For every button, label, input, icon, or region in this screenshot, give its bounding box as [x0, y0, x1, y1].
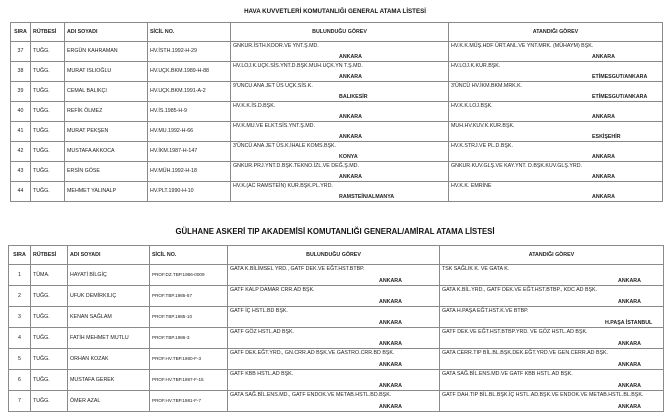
- cell-adi-soyadi: ERGÜN KAHRAMAN: [65, 42, 148, 62]
- cell-rutbe: TUĞG.: [31, 102, 65, 122]
- gorev-text: HV.K.K.LOJ.BŞK.: [451, 103, 493, 109]
- gorev-text: 3'ÜNCÜ HV.İKM.BKM.MRK.K.: [451, 83, 523, 89]
- gorev-text: GATA K.BİLİMSEL YRD., GATF DEK.VE EĞT.HST.BTBP.: [230, 266, 365, 272]
- cell-adi-soyadi: MUSTAFA GEREK: [68, 370, 150, 391]
- gorev-location: ANKARA: [592, 173, 615, 180]
- gorev-location: ETİMESGUT/ANKARA: [592, 93, 648, 100]
- cell-sira: 41: [11, 122, 31, 142]
- cell-rutbe: TUĞG.: [31, 391, 68, 412]
- cell-sicil-no: HV.İKM.1987-H-147: [148, 142, 231, 162]
- cell-rutbe: TUĞG.: [31, 42, 65, 62]
- gorev-text: MUH.HV.KUV.K.KUR.BŞK.: [451, 123, 515, 129]
- cell-adi-soyadi: HAYATİ BİLGİÇ: [68, 265, 150, 286]
- cell-sira: 4: [9, 328, 31, 349]
- cell-atandigi-gorev: [449, 102, 663, 122]
- gorev-text: HV.LOJ.K.UÇK.SİS.YNT.D.BŞK.MUH.UÇK.YN T.Ş.MD.: [233, 63, 363, 69]
- table-header-row: [11, 23, 663, 42]
- gorev-text: GATA K.BİL.YRD., GATF DEK.VE EĞT.HST.BTBP., KDC AD BŞK.: [442, 287, 598, 293]
- gorev-location: ANKARA: [592, 53, 615, 60]
- cell-bulundugu-gorev: [231, 142, 449, 162]
- header-adi-soyadi: ADI SOYADI: [65, 23, 148, 42]
- gorev-location: ANKARA: [618, 361, 641, 368]
- cell-rutbe: TUĞG.: [31, 82, 65, 102]
- gorev-location: ANKARA: [339, 133, 362, 140]
- gorev-location: ESKİŞEHİR: [592, 133, 621, 140]
- cell-atandigi-gorev: [440, 286, 664, 307]
- cell-sicil-no: HV.UÇK.BKM.1991-A-2: [148, 82, 231, 102]
- gorev-text: 3'ÜNCÜ ANA JET ÜS.K.İHALE KOMS.BŞK.: [233, 143, 337, 149]
- cell-rutbe: TUĞG.: [31, 62, 65, 82]
- cell-rutbe: TUĞG.: [31, 142, 65, 162]
- cell-sira: 44: [11, 182, 31, 202]
- gorev-location: ANKARA: [618, 403, 641, 410]
- cell-sira: 38: [11, 62, 31, 82]
- table-header-row: [9, 246, 664, 265]
- gorev-location: ANKARA: [339, 53, 362, 60]
- gorev-text: GATF GÖZ HSTL.AD BŞK.: [230, 329, 295, 335]
- gorev-location: KONYA: [339, 153, 358, 160]
- cell-sira: 37: [11, 42, 31, 62]
- gorev-location: ANKARA: [379, 319, 402, 326]
- gorev-location: ANKARA: [592, 113, 615, 120]
- gorev-text: HV.K.K. EMRİNE: [451, 183, 492, 189]
- header-atandigi-gorev: ATANDIĞI GÖREV: [440, 246, 664, 265]
- cell-sicil-no: PROF.TBP.1985-10: [150, 307, 228, 328]
- gorev-text: HV.LOJ.K.KUR.BŞK.: [451, 63, 501, 69]
- header-rutbe: RÜTBESİ: [31, 23, 65, 42]
- cell-rutbe: TUĞG.: [31, 182, 65, 202]
- gorev-text: GATF KBB HSTL.AD BŞK.: [230, 371, 294, 377]
- cell-sicil-no: PROF.HV.TBP.1980-F-3: [150, 349, 228, 370]
- gorev-text: 9'UNCU ANA JET ÜS UÇK.SİS.K.: [233, 83, 313, 89]
- table-row: [9, 349, 664, 370]
- table2-title: GÜLHANE ASKERİ TIP AKADEMİSİ KOMUTANLIĞI GENERAL/AMİRAL ATAMA LİSTESİ: [175, 227, 495, 236]
- header-bulundugu-gorev: BULUNDUĞU GÖREV: [231, 23, 449, 42]
- cell-rutbe: TUĞG.: [31, 162, 65, 182]
- cell-adi-soyadi: REFİK ÖLMEZ: [65, 102, 148, 122]
- gorev-location: ANKARA: [592, 153, 615, 160]
- gorev-location: ANKARA: [618, 277, 641, 284]
- cell-sira: 6: [9, 370, 31, 391]
- gorev-location: ANKARA: [379, 403, 402, 410]
- cell-rutbe: TUĞG.: [31, 307, 68, 328]
- table1-title: HAVA KUVVETLERİ KOMUTANLIĞI GENERAL ATAMA LİSTESİ: [244, 8, 426, 15]
- cell-sira: 40: [11, 102, 31, 122]
- cell-atandigi-gorev: [449, 162, 663, 182]
- cell-bulundugu-gorev: [228, 286, 440, 307]
- table-row: [9, 286, 664, 307]
- cell-bulundugu-gorev: [228, 349, 440, 370]
- gorev-location: BALIKESİR: [339, 93, 368, 100]
- gorev-location: ETİMESGUT/ANKARA: [592, 73, 648, 80]
- table-row: [11, 62, 663, 82]
- cell-bulundugu-gorev: [228, 391, 440, 412]
- cell-sira: 39: [11, 82, 31, 102]
- gorev-location: ANKARA: [339, 173, 362, 180]
- gorev-text: GNKUR.PRJ.YNT.D.BŞK.TEKNO.İZL.VE DEĞ.Ş.MD.: [233, 163, 359, 169]
- cell-sira: 42: [11, 142, 31, 162]
- gorev-text: GATA SAĞ.BİL.ENS.MD.VE GATF KBB HSTL.AD BŞK.: [442, 371, 573, 377]
- cell-adi-soyadi: MURAT PEKŞEN: [65, 122, 148, 142]
- cell-sira: 7: [9, 391, 31, 412]
- gorev-text: HV.K.STRJ.VE PL.D.BŞK.: [451, 143, 513, 149]
- cell-atandigi-gorev: [440, 307, 664, 328]
- cell-rutbe: TÜMA.: [31, 265, 68, 286]
- cell-bulundugu-gorev: [228, 328, 440, 349]
- gorev-text: GATF İÇ HSTL.BD BŞK.: [230, 308, 288, 314]
- cell-sicil-no: PROF.DZ.TBP.1986-0009: [150, 265, 228, 286]
- table-row: [9, 370, 664, 391]
- gorev-text: GATA H.PAŞA EĞT.HST.K.VE BTBP.: [442, 308, 529, 314]
- table-row: [11, 122, 663, 142]
- cell-atandigi-gorev: [449, 82, 663, 102]
- cell-atandigi-gorev: [440, 328, 664, 349]
- cell-adi-soyadi: UFUK DEMİRKILIÇ: [68, 286, 150, 307]
- cell-sicil-no: PROF.HV.TBP.1981-F-7: [150, 391, 228, 412]
- cell-sira: 43: [11, 162, 31, 182]
- table-row: [11, 42, 663, 62]
- cell-adi-soyadi: ORHAN KOZAK: [68, 349, 150, 370]
- cell-adi-soyadi: ÖMER AZAL: [68, 391, 150, 412]
- gorev-text: GATA CERR.TIP BİL.BL.BŞK.DEK.EĞT.YRD.VE GEN.CERR.AD BŞK.: [442, 350, 609, 356]
- table-row: [9, 391, 664, 412]
- cell-sicil-no: HV.PLT.1990-H-10: [148, 182, 231, 202]
- cell-atandigi-gorev: [449, 42, 663, 62]
- cell-rutbe: TUĞG.: [31, 370, 68, 391]
- gorev-text: GNKUR.İSTH.KOOR.VE YNT.Ş.MD.: [233, 43, 319, 49]
- header-sira: SIRA: [11, 23, 31, 42]
- cell-sira: 5: [9, 349, 31, 370]
- cell-adi-soyadi: KENAN SAĞLAM: [68, 307, 150, 328]
- cell-adi-soyadi: ERSİN GÖSE: [65, 162, 148, 182]
- cell-adi-soyadi: MEHMET YALINALP: [65, 182, 148, 202]
- table-row: [9, 307, 664, 328]
- cell-bulundugu-gorev: [231, 182, 449, 202]
- cell-atandigi-gorev: [449, 182, 663, 202]
- gorev-location: ANKARA: [379, 382, 402, 389]
- cell-bulundugu-gorev: [231, 162, 449, 182]
- cell-sira: 3: [9, 307, 31, 328]
- gorev-text: GATF KALP DAMAR CRR.AD BŞK.: [230, 287, 315, 293]
- cell-adi-soyadi: FATİH MEHMET MUTLU: [68, 328, 150, 349]
- gorev-text: GATF DAH.TIP BİL.BL.BŞK.İÇ HSTL.AD.BŞK.VE ENDOK.VE METAB.HSTL.BL.BŞK.: [442, 392, 644, 398]
- header-sira: SIRA: [9, 246, 31, 265]
- cell-bulundugu-gorev: [231, 42, 449, 62]
- cell-atandigi-gorev: [440, 265, 664, 286]
- cell-rutbe: TUĞG.: [31, 349, 68, 370]
- cell-bulundugu-gorev: [228, 307, 440, 328]
- gorev-text: HV.K.MU.VE ELKT.SİS.YNT.Ş.MD.: [233, 123, 315, 129]
- header-adi-soyadi: ADI SOYADI: [68, 246, 150, 265]
- cell-sicil-no: PROF.HV.TBP.1987-F-15: [150, 370, 228, 391]
- gorev-text: GNKUR.KUV.GLŞ.VE KAY.YNT. D.BŞK.KUV.GLŞ.YRD.: [451, 163, 582, 169]
- gorev-location: ANKARA: [618, 382, 641, 389]
- gorev-text: TSK SAĞLIK K. VE GATA K.: [442, 266, 510, 272]
- gorev-location: ANKARA: [379, 298, 402, 305]
- cell-sicil-no: HV.İSTH.1992-H-29: [148, 42, 231, 62]
- cell-atandigi-gorev: [440, 370, 664, 391]
- cell-sicil-no: HV.İS.1985-H-9: [148, 102, 231, 122]
- cell-bulundugu-gorev: [231, 102, 449, 122]
- gorev-location: ANKARA: [339, 113, 362, 120]
- cell-sicil-no: PROF.TBP.1985-57: [150, 286, 228, 307]
- cell-sira: 2: [9, 286, 31, 307]
- gorev-location: ANKARA: [592, 193, 615, 200]
- cell-atandigi-gorev: [440, 349, 664, 370]
- cell-bulundugu-gorev: [228, 265, 440, 286]
- table-row: [9, 265, 664, 286]
- gorev-location: ANKARA: [339, 73, 362, 80]
- hava-kuvvetleri-table: [10, 22, 663, 202]
- gorev-text: HV.K.(AC RAMSTEİN) KUR.BŞK.PL.YRD.: [233, 183, 333, 189]
- gorev-text: HV.K.K.İS.D.BŞK.: [233, 103, 276, 109]
- cell-sicil-no: HV.UÇK.BKM.1989-H-88: [148, 62, 231, 82]
- gorev-location: ANKARA: [379, 361, 402, 368]
- cell-sicil-no: HV.MÜH.1992-H-18: [148, 162, 231, 182]
- gorev-text: GATF DEK.EĞT.YRD., GN.CRR.AD BŞK.VE GASTRO.CRR.BD BŞK.: [230, 350, 395, 356]
- header-rutbe: RÜTBESİ: [31, 246, 68, 265]
- gorev-location: ANKARA: [618, 298, 641, 305]
- header-sicil-no: SİCİL NO.: [148, 23, 231, 42]
- cell-bulundugu-gorev: [231, 82, 449, 102]
- gorev-text: GATF DEK.VE EĞT.HST.BTBP.YRD. VE GÖZ HSTL.AD BŞK.: [442, 329, 588, 335]
- gorev-text: HV.K.K.MÜŞ.HDF ÜRT.ANL.VE YNT.MRK. (MÜHAYM) BŞK.: [451, 43, 594, 49]
- table-row: [11, 162, 663, 182]
- gorev-location: ANKARA: [618, 340, 641, 347]
- header-bulundugu-gorev: BULUNDUĞU GÖREV: [228, 246, 440, 265]
- gata-table: [8, 245, 664, 412]
- cell-atandigi-gorev: [449, 142, 663, 162]
- cell-sicil-no: HV.MU.1992-H-66: [148, 122, 231, 142]
- cell-rutbe: TUĞG.: [31, 122, 65, 142]
- cell-atandigi-gorev: [440, 391, 664, 412]
- cell-adi-soyadi: CEMAL BALIKÇI: [65, 82, 148, 102]
- cell-atandigi-gorev: [449, 62, 663, 82]
- cell-sira: 1: [9, 265, 31, 286]
- table-row: [11, 82, 663, 102]
- cell-bulundugu-gorev: [231, 122, 449, 142]
- gorev-location: ANKARA: [379, 277, 402, 284]
- cell-rutbe: TUĞG.: [31, 328, 68, 349]
- cell-bulundugu-gorev: [231, 62, 449, 82]
- cell-rutbe: TUĞG.: [31, 286, 68, 307]
- table-row: [11, 102, 663, 122]
- header-atandigi-gorev: ATANDIĞI GÖREV: [449, 23, 663, 42]
- gorev-location: ANKARA: [379, 340, 402, 347]
- cell-adi-soyadi: MUSTAFA AKKOCA: [65, 142, 148, 162]
- table-row: [11, 182, 663, 202]
- header-sicil-no: SİCİL NO.: [150, 246, 228, 265]
- cell-adi-soyadi: MURAT ISLIOĞLU: [65, 62, 148, 82]
- gorev-location: RAMSTEİN/ALMANYA: [339, 193, 395, 200]
- cell-sicil-no: PROF.TBP.1986-3: [150, 328, 228, 349]
- gorev-text: GATA SAĞ.BİL.ENS.MD., GATF ENDOK.VE METAB.HSTL.BD.BŞK.: [230, 392, 392, 398]
- cell-bulundugu-gorev: [228, 370, 440, 391]
- cell-atandigi-gorev: [449, 122, 663, 142]
- table-row: [11, 142, 663, 162]
- gorev-location: H.PAŞA İSTANBUL: [605, 319, 653, 326]
- table-row: [9, 328, 664, 349]
